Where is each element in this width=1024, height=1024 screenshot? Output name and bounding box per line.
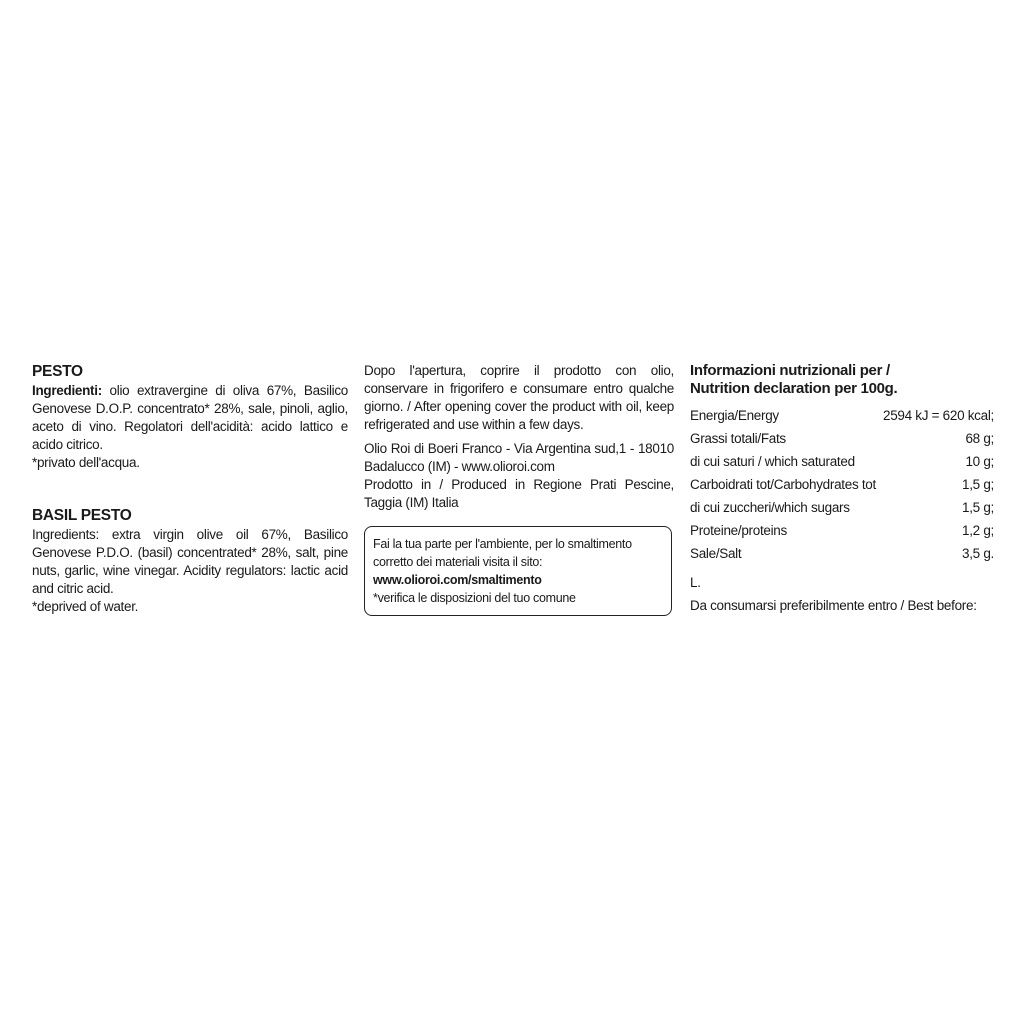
basil-pesto-ingredients: Ingredients: extra virgin olive oil 67%, Basilico Genovese P.D.O. (basil) concentrated* 28%, salt, pine nuts, garlic, wine vinegar. Acidity regulators: lactic acid and citric acid.	[32, 527, 348, 596]
nutrition-row	[690, 427, 994, 450]
pesto-ingredients	[32, 382, 348, 454]
nutrition-row	[690, 496, 994, 519]
pesto-ingredients-text: olio extravergine di oliva 67%, Basilico Genovese D.O.P. concentrato* 28%, sale, pinoli, aglio, aceto di vino. Regolatori dell'acidità: acido lattico e acido citrico.	[32, 383, 348, 452]
nutrition-title-1: Informazioni nutrizionali per /	[690, 362, 890, 379]
nutrition-value: 10 g;	[965, 454, 994, 469]
disposal-link[interactable]: www.olioroi.com/smaltimento	[373, 573, 542, 587]
nutrition-label: Sale/Salt	[690, 546, 742, 561]
nutrition-value: 1,2 g;	[962, 523, 994, 538]
ingredients-label: Ingredienti:	[32, 383, 102, 398]
lot-label: L.	[690, 575, 701, 590]
nutrition-column	[690, 362, 994, 617]
nutrition-value: 1,5 g;	[962, 500, 994, 515]
nutrition-value: 1,5 g;	[962, 477, 994, 492]
nutrition-row	[690, 473, 994, 496]
lot-section	[690, 571, 994, 617]
nutrition-label: Proteine/proteins	[690, 523, 787, 538]
basil-pesto-title: BASIL PESTO	[32, 507, 132, 524]
nutrition-value: 3,5 g.	[962, 546, 994, 561]
pesto-title: PESTO	[32, 363, 83, 380]
nutrition-row	[690, 404, 994, 427]
environment-note: *verifica le disposizioni del tuo comune	[373, 591, 576, 605]
environment-text: Fai la tua parte per l'ambiente, per lo smaltimento corretto dei materiali visita il sito:	[373, 537, 632, 569]
nutrition-label: Carboidrati tot/Carbohydrates tot	[690, 477, 876, 492]
nutrition-title-2: Nutrition declaration per 100g.	[690, 380, 898, 397]
storage-instructions: Dopo l'apertura, coprire il prodotto con olio, conservare in frigorifero e consumare entro qualche giorno. / After opening cover the product with oil, keep refrigerated and use within a few days.	[364, 363, 674, 432]
nutrition-table	[690, 404, 994, 565]
storage-column	[364, 362, 674, 616]
basil-pesto-note: *deprived of water.	[32, 599, 139, 614]
nutrition-row	[690, 519, 994, 542]
nutrition-row	[690, 450, 994, 473]
nutrition-row	[690, 542, 994, 565]
nutrition-label: di cui zuccheri/which sugars	[690, 500, 850, 515]
producer-address: Olio Roi di Boeri Franco - Via Argentina sud,1 - 18010 Badalucco (IM) - www.olioroi.com	[364, 441, 674, 474]
ingredients-column	[32, 362, 348, 616]
nutrition-label: Grassi totali/Fats	[690, 431, 786, 446]
pesto-note: *privato dell'acqua.	[32, 455, 140, 470]
environment-box	[364, 526, 672, 616]
nutrition-value: 2594 kJ = 620 kcal;	[882, 408, 994, 423]
best-before-label: Da consumarsi preferibilmente entro / Best before:	[690, 598, 977, 613]
production-origin: Prodotto in / Produced in Regione Prati Pescine, Taggia (IM) Italia	[364, 477, 674, 510]
nutrition-label: di cui saturi / which saturated	[690, 454, 855, 469]
nutrition-value: 68 g;	[965, 431, 994, 446]
nutrition-label: Energia/Energy	[690, 408, 779, 423]
